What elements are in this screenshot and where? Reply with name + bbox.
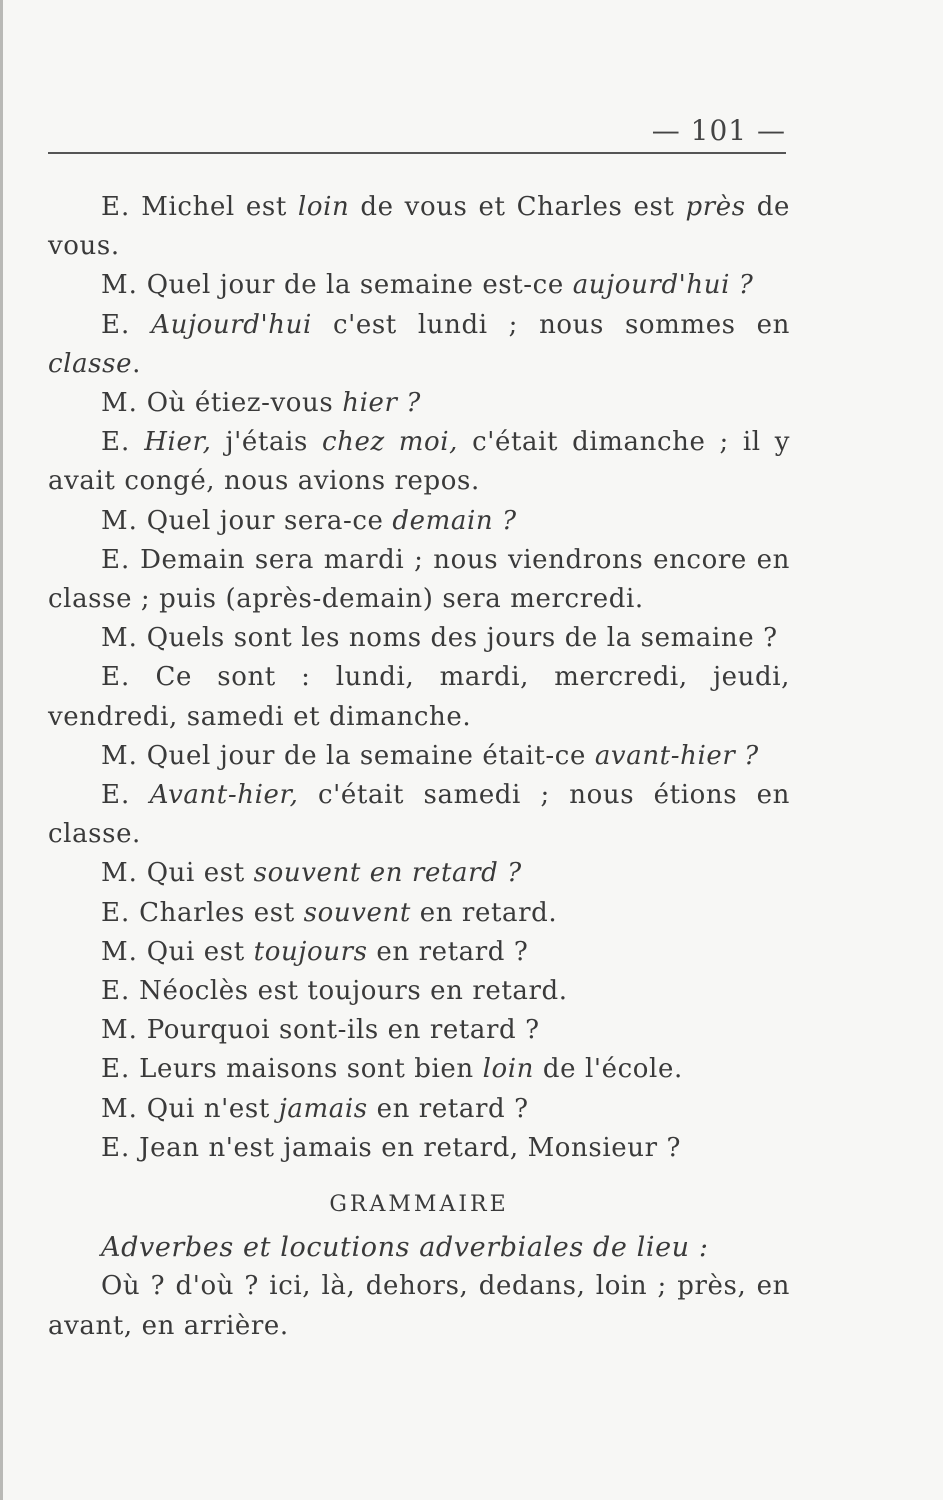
dialogue-text: c'est lundi ; nous sommes en [311, 309, 790, 340]
speaker-label: M. [101, 1015, 138, 1046]
dialogue-text: c'était dimanche ; il y avait congé, nous avions repos. [48, 427, 790, 497]
emphasized-text: souvent en retard ? [253, 858, 522, 889]
speaker-label: E. [101, 309, 131, 340]
dialogue-line [48, 502, 790, 541]
dialogue-text: Pourquoi sont-ils en retard ? [146, 1015, 540, 1046]
emphasized-text: Avant-hier, [149, 780, 299, 811]
dialogue-text: de vous. [48, 192, 790, 262]
dialogue-text: Néoclès est toujours en retard. [139, 976, 568, 1007]
speaker-label: E. [101, 976, 131, 1007]
dialogue-text: Demain sera mardi ; nous viendrons encore en classe ; puis (après-demain) sera mercredi. [48, 544, 790, 615]
dialogue-line [48, 188, 790, 266]
dialogue-line [48, 894, 790, 933]
header-rule [48, 152, 786, 154]
dialogue-text: en retard ? [367, 1093, 529, 1124]
dialogue-text: c'était samedi ; nous étions en classe. [48, 780, 790, 850]
dialogue-line [48, 384, 790, 423]
speaker-label: M. [101, 270, 138, 301]
page-edge [0, 0, 3, 1500]
dialogue-text: Quel jour de la semaine est-ce [146, 270, 573, 301]
grammar-body: Où ? d'où ? ici, là, dehors, dedans, loin ; près, en avant, en arrière. [48, 1271, 790, 1341]
dialogue-text: Charles est [139, 897, 304, 928]
dialogue-text: Ce sont : lundi, mardi, mercredi, jeudi, vendredi, samedi et dimanche. [48, 662, 790, 732]
dialogue-text: Quel jour de la semaine était-ce [146, 740, 595, 771]
dialogue-line [48, 658, 790, 736]
emphasized-text: Aujourd'hui [151, 309, 312, 340]
dialogue-line [48, 619, 790, 658]
emphasized-text: souvent [303, 897, 411, 928]
speaker-label: M. [101, 388, 138, 419]
speaker-label: M. [101, 740, 138, 771]
speaker-label: M. [101, 936, 138, 967]
dialogue-line [48, 306, 790, 384]
dialogue-text: Qui n'est [146, 1093, 279, 1124]
dialogue [48, 188, 790, 1168]
dialogue-line [48, 737, 790, 776]
speaker-label: E. [101, 1054, 131, 1085]
emphasized-text: près [685, 192, 746, 222]
dialogue-text: j'étais [211, 427, 322, 458]
speaker-label: M. [101, 1093, 138, 1124]
dialogue-text: Michel est [141, 192, 298, 222]
emphasized-text: demain ? [392, 505, 517, 536]
dialogue-text: Leurs maisons sont bien [139, 1054, 483, 1085]
speaker-label: E. [101, 780, 131, 811]
dialogue-text: Quels sont les noms des jours de la semaine ? [146, 623, 778, 654]
dialogue-line [48, 541, 790, 619]
dialogue-line [48, 972, 790, 1011]
dialogue-text: Jean n'est jamais en retard, Monsieur ? [139, 1132, 682, 1163]
dialogue-line [48, 266, 790, 305]
dialogue-line [48, 933, 790, 972]
dialogue-text: Qui est [146, 858, 254, 889]
page-header [48, 110, 786, 158]
speaker-label: M. [101, 505, 138, 536]
speaker-label: E. [101, 544, 131, 575]
dialogue-text: en retard. [410, 897, 558, 928]
speaker-label: E. [101, 192, 131, 222]
dialogue-text: Qui est [146, 936, 254, 967]
emphasized-text: toujours [253, 936, 368, 967]
emphasized-text: chez moi, [321, 427, 459, 458]
dialogue-line [48, 1011, 790, 1050]
dialogue-text: de l'école. [534, 1054, 683, 1085]
emphasized-text: aujourd'hui ? [572, 270, 754, 301]
speaker-label: E. [101, 1132, 131, 1163]
dialogue-line [48, 423, 790, 501]
emphasized-text: jamais [278, 1093, 368, 1124]
dialogue-line [48, 776, 790, 854]
dialogue-text: Où étiez-vous [146, 388, 343, 419]
emphasized-text: classe [48, 348, 133, 379]
speaker-label: M. [101, 858, 138, 889]
speaker-label: E. [101, 662, 131, 693]
dialogue-line [48, 1129, 790, 1168]
dialogue-line [48, 1050, 790, 1089]
page-content [48, 188, 790, 1346]
emphasized-text: loin [297, 192, 350, 222]
emphasized-text: loin [482, 1054, 535, 1085]
speaker-label: E. [101, 897, 131, 928]
dialogue-text: . [132, 348, 141, 379]
emphasized-text: Hier, [144, 427, 212, 458]
dialogue-text: de vous et Charles est [349, 192, 686, 222]
dialogue-text: en retard ? [367, 936, 529, 967]
grammar-subtitle: Adverbes et locutions adverbiales de lieu : [101, 1232, 709, 1264]
emphasized-text: avant-hier ? [594, 740, 759, 771]
section-title: GRAMMAIRE [329, 1192, 509, 1218]
speaker-label: E. [101, 427, 131, 458]
dialogue-text: Quel jour sera-ce [146, 505, 393, 536]
page-number: — 101 — [651, 114, 786, 147]
speaker-label: M. [101, 623, 138, 654]
emphasized-text: hier ? [342, 388, 421, 419]
dialogue-line [48, 854, 790, 893]
dialogue-line [48, 1090, 790, 1129]
